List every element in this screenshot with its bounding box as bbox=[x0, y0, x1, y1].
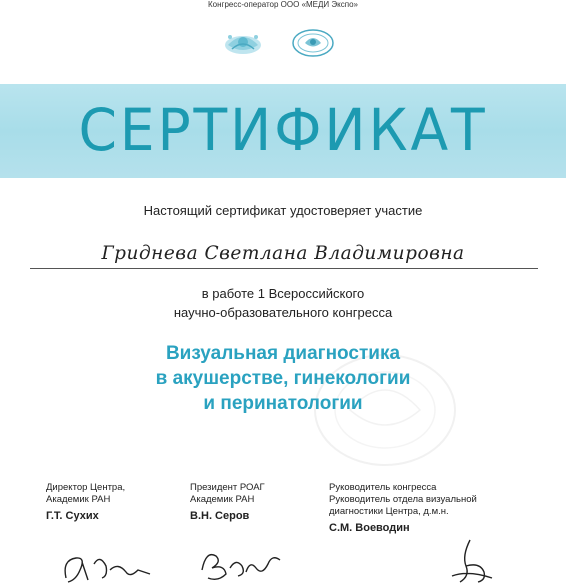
signatory-3-title-1: Руководитель конгресса bbox=[329, 482, 437, 493]
signatory-2-title-2: Академик РАН bbox=[190, 494, 255, 505]
signature-2-icon bbox=[196, 540, 286, 585]
congress-title-line-3: и перинатологии bbox=[203, 393, 363, 414]
society-seal-icon bbox=[288, 27, 338, 59]
signatory-3-name: С.М. Воеводин bbox=[329, 522, 410, 534]
congress-title-line-1: Визуальная диагностика bbox=[165, 343, 401, 364]
recipient-name: Гриднева Светлана Владимировна bbox=[101, 243, 465, 264]
signatory-2-name: В.Н. Серов bbox=[190, 510, 250, 522]
signatory-1-name: Г.Т. Сухих bbox=[46, 510, 99, 522]
signature-3-icon bbox=[440, 536, 510, 585]
event-line-2: научно-образовательного конгресса bbox=[173, 305, 393, 320]
intro-text: Настоящий сертификат удостоверяет участие bbox=[143, 203, 423, 218]
signatory-3-title-3: диагностики Центра, д.м.н. bbox=[329, 506, 449, 517]
certificate-title: СЕРТИФИКАТ bbox=[78, 96, 488, 164]
signatory-3-title-2: Руководитель отдела визуальной bbox=[329, 494, 477, 505]
recipient-underline bbox=[30, 268, 538, 269]
signatory-1 bbox=[46, 482, 176, 523]
operator-line: Конгресс-оператор ООО «МЕДИ Экспо» bbox=[208, 0, 358, 9]
signatory-1-title-1: Директор Центра, bbox=[46, 482, 126, 493]
event-line-1: в работе 1 Всероссийского bbox=[201, 286, 365, 301]
congress-logo-icon bbox=[218, 25, 268, 61]
signature-1-icon bbox=[58, 540, 158, 585]
signatory-1-title-2: Академик РАН bbox=[46, 494, 111, 505]
signatory-3 bbox=[329, 482, 554, 535]
congress-title-line-2: в акушерстве, гинекологии bbox=[155, 368, 411, 389]
signatory-2 bbox=[190, 482, 320, 523]
signatory-2-title-1: Президент РОАГ bbox=[190, 482, 265, 493]
